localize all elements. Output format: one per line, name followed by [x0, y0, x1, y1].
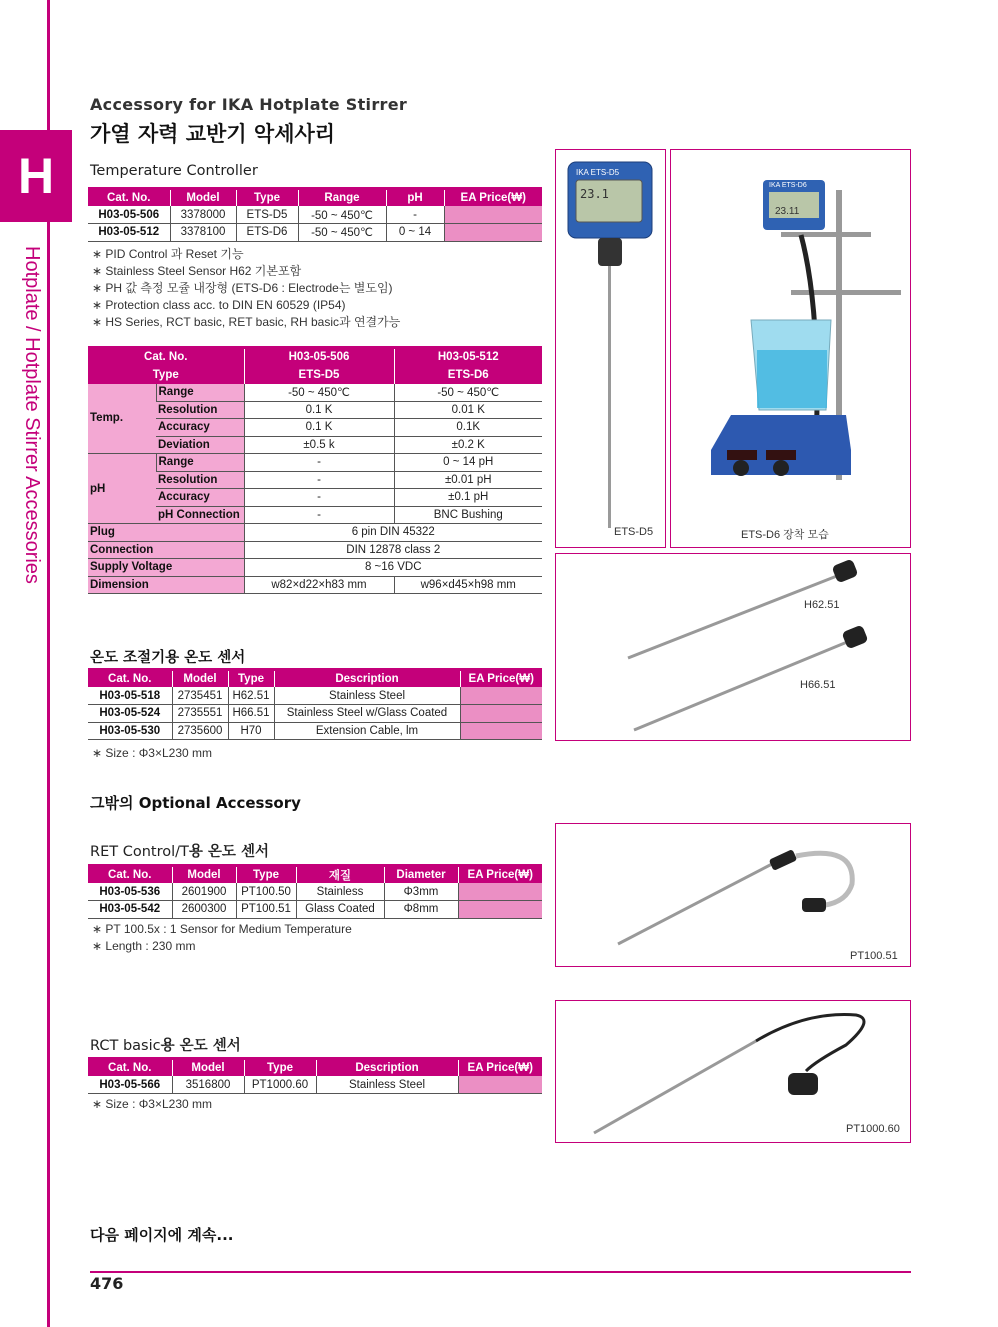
spec-value: -50 ~ 450℃: [244, 384, 394, 402]
model: 2600300: [172, 901, 236, 919]
type: PT100.51: [236, 901, 296, 919]
rct-table: [88, 1057, 542, 1094]
ets-d5-photo: [555, 149, 666, 548]
sensor-probes-image: [556, 554, 910, 740]
col-header: Description: [274, 670, 460, 688]
spec-cat-1: H03-05-506: [244, 348, 394, 366]
cat-no: H03-05-530: [88, 722, 172, 740]
ph-group-label: pH: [88, 454, 156, 524]
spec-label: pH Connection: [156, 506, 244, 524]
price: [444, 224, 542, 242]
display-label-d5: IKA ETS-D5: [576, 168, 620, 177]
optional-title-en: Optional Accessory: [138, 794, 301, 812]
spec-value: 8 ~16 VDC: [244, 559, 542, 577]
section-tab: H: [0, 130, 72, 222]
temp-controller-notes: [92, 246, 400, 331]
rct-title-en: RCT basic: [90, 1038, 161, 1054]
ets-d6-photo: [670, 149, 911, 548]
spec-value: 0 ~ 14 pH: [394, 454, 542, 472]
spec-value: 6 pin DIN 45322: [244, 524, 542, 542]
type: H70: [228, 722, 274, 740]
col-header: Type: [236, 866, 296, 884]
spec-value: -50 ~ 450℃: [394, 384, 542, 402]
pt1000-image: [556, 1001, 910, 1142]
spec-label: Deviation: [156, 436, 244, 454]
table-row: [88, 722, 542, 740]
model: 2601900: [172, 883, 236, 901]
temp-controller-heading: Temperature Controller: [90, 163, 258, 179]
cat-no: H03-05-542: [88, 901, 172, 919]
note: ∗ HS Series, RCT basic, RET basic, RH basic과 연결가능: [92, 314, 400, 331]
cat-no: H03-05-506: [88, 206, 170, 224]
col-header: Model: [172, 1059, 244, 1077]
ph: 0 ~ 14: [386, 224, 444, 242]
col-header: Type: [244, 1059, 316, 1077]
page-number: 476: [90, 1274, 124, 1293]
note: ∗ PT 100.5x : 1 Sensor for Medium Temperature: [92, 921, 352, 938]
spec-cat-2: H03-05-512: [394, 348, 542, 366]
sensor-notes: [92, 745, 212, 762]
type: ETS-D5: [236, 206, 298, 224]
col-header: Cat. No.: [88, 189, 170, 207]
price: [460, 687, 542, 705]
spec-value: ±0.5 k: [244, 436, 394, 454]
col-header: EA Price(₩): [460, 670, 542, 688]
spec-label: Range: [156, 384, 244, 402]
spec-value: ±0.01 pH: [394, 471, 542, 489]
cat-no: H03-05-512: [88, 224, 170, 242]
svg-text:23.1: 23.1: [580, 187, 609, 201]
type: H62.51: [228, 687, 274, 705]
col-header: Cat. No.: [88, 1059, 172, 1077]
table-row: [88, 705, 542, 723]
col-header: Model: [172, 670, 228, 688]
note: ∗ Size : Φ3×L230 mm: [92, 745, 212, 762]
caption-h62: H62.51: [804, 599, 840, 611]
ret-heading: [90, 840, 269, 861]
caption-h66: H66.51: [800, 679, 836, 691]
spec-table: [88, 346, 542, 594]
caption-pt100: PT100.51: [850, 950, 898, 962]
col-header: Type: [236, 189, 298, 207]
sensor-table: [88, 668, 542, 740]
caption-pt1000: PT1000.60: [846, 1123, 900, 1135]
material: Stainless: [296, 883, 384, 901]
spec-value: -: [244, 471, 394, 489]
pt100-photo: [555, 823, 911, 967]
spec-label: Resolution: [156, 401, 244, 419]
spec-value: DIN 12878 class 2: [244, 541, 542, 559]
spec-label: Connection: [88, 541, 244, 559]
table-row: [88, 224, 542, 242]
spec-label: Plug: [88, 524, 244, 542]
temp-controller-table: [88, 187, 542, 242]
range: -50 ~ 450℃: [298, 224, 386, 242]
type: PT1000.60: [244, 1076, 316, 1094]
col-header: Cat. No.: [88, 866, 172, 884]
spec-value: -: [244, 489, 394, 507]
note: ∗ PID Control 과 Reset 기능: [92, 246, 400, 263]
side-title-text: Hotplate / Hotplate Stirrer Accessories: [21, 246, 43, 584]
spec-value: w82×d22×h83 mm: [244, 576, 394, 594]
model: 3516800: [172, 1076, 244, 1094]
type: H66.51: [228, 705, 274, 723]
spec-label: Resolution: [156, 471, 244, 489]
spec-label: Dimension: [88, 576, 244, 594]
model: 2735600: [172, 722, 228, 740]
page-title-en: Accessory for IKA Hotplate Stirrer: [90, 95, 408, 114]
description: Extension Cable, lm: [274, 722, 460, 740]
model: 3378000: [170, 206, 236, 224]
ret-notes: [92, 921, 352, 955]
col-header: 재질: [296, 866, 384, 884]
price: [458, 883, 542, 901]
table-row: [88, 1076, 542, 1094]
model: 3378100: [170, 224, 236, 242]
col-header: Model: [170, 189, 236, 207]
price: [444, 206, 542, 224]
spec-value: 0.01 K: [394, 401, 542, 419]
table-row: [88, 901, 542, 919]
note: ∗ Size : Φ3×L230 mm: [92, 1096, 212, 1113]
col-header: EA Price(₩): [444, 189, 542, 207]
price: [458, 1076, 542, 1094]
page-title-ko: 가열 자력 교반기 악세사리: [90, 122, 336, 146]
spec-label: Accuracy: [156, 419, 244, 437]
price: [458, 901, 542, 919]
description: Stainless Steel: [274, 687, 460, 705]
ret-title-ko: 용 온도 센서: [188, 844, 269, 860]
description: Stainless Steel: [316, 1076, 458, 1094]
col-header: Range: [298, 189, 386, 207]
rct-title-ko: 용 온도 센서: [160, 1038, 241, 1054]
spec-label: Accuracy: [156, 489, 244, 507]
spec-label: Range: [156, 454, 244, 472]
model: 2735451: [172, 687, 228, 705]
pt1000-photo: [555, 1000, 911, 1143]
description: Stainless Steel w/Glass Coated: [274, 705, 460, 723]
note: ∗ Protection class acc. to DIN EN 60529 (IP54): [92, 297, 400, 314]
type: ETS-D6: [236, 224, 298, 242]
rct-notes: [92, 1096, 212, 1113]
col-header: EA Price(₩): [458, 1059, 542, 1077]
cat-no: H03-05-524: [88, 705, 172, 723]
temp-group-label: Temp.: [88, 384, 156, 454]
ph: -: [386, 206, 444, 224]
optional-heading: [90, 792, 301, 813]
spec-value: -: [244, 454, 394, 472]
note: ∗ Stainless Steel Sensor H62 기본포함: [92, 263, 400, 280]
col-header: Cat. No.: [88, 670, 172, 688]
spec-type-2: ETS-D6: [394, 366, 542, 384]
side-title: [13, 246, 45, 646]
sensor-photo: [555, 553, 911, 741]
spec-value: 0.1 K: [244, 419, 394, 437]
spec-value: ±0.2 K: [394, 436, 542, 454]
spec-label: Supply Voltage: [88, 559, 244, 577]
col-header: Diameter: [384, 866, 458, 884]
col-header: Type: [228, 670, 274, 688]
cat-no: H03-05-518: [88, 687, 172, 705]
table-row: [88, 687, 542, 705]
sensor-heading: 온도 조절기용 온도 센서: [90, 650, 246, 666]
note: ∗ Length : 230 mm: [92, 938, 352, 955]
diameter: Φ8mm: [384, 901, 458, 919]
table-row: [88, 883, 542, 901]
spec-type-1: ETS-D5: [244, 366, 394, 384]
spec-type-label: Type: [88, 366, 244, 384]
spec-value: ±0.1 pH: [394, 489, 542, 507]
price: [460, 722, 542, 740]
display-value: 23.11: [775, 206, 800, 217]
price: [460, 705, 542, 723]
display-label-d6: IKA ETS-D6: [769, 182, 807, 189]
table-row: [88, 206, 542, 224]
spec-value: w96×d45×h98 mm: [394, 576, 542, 594]
spec-value: -: [244, 506, 394, 524]
type: PT100.50: [236, 883, 296, 901]
note: ∗ PH 값 측정 모쥴 내장형 (ETS-D6 : Electrode는 별도임): [92, 280, 400, 297]
col-header: Model: [172, 866, 236, 884]
ret-title-en: RET Control/T: [90, 844, 189, 860]
continued-note: 다음 페이지에 계속...: [90, 1226, 234, 1244]
caption-ets-d6: ETS-D6 장착 모습: [741, 529, 829, 541]
col-header: pH: [386, 189, 444, 207]
pt100-image: [556, 824, 910, 966]
col-header: Description: [316, 1059, 458, 1077]
ets-d5-image: [556, 150, 665, 547]
rct-heading: [90, 1034, 241, 1055]
cat-no: H03-05-566: [88, 1076, 172, 1094]
spec-value: 0.1 K: [244, 401, 394, 419]
caption-ets-d5: ETS-D5: [614, 526, 654, 538]
material: Glass Coated: [296, 901, 384, 919]
ret-table: [88, 864, 542, 919]
footer-rule: [90, 1271, 911, 1273]
diameter: Φ3mm: [384, 883, 458, 901]
col-header: EA Price(₩): [458, 866, 542, 884]
cat-no: H03-05-536: [88, 883, 172, 901]
model: 2735551: [172, 705, 228, 723]
optional-title-ko: 그밖의: [90, 794, 134, 812]
spec-value: BNC Bushing: [394, 506, 542, 524]
spec-value: 0.1K: [394, 419, 542, 437]
spec-cat-label: Cat. No.: [88, 348, 244, 366]
range: -50 ~ 450℃: [298, 206, 386, 224]
